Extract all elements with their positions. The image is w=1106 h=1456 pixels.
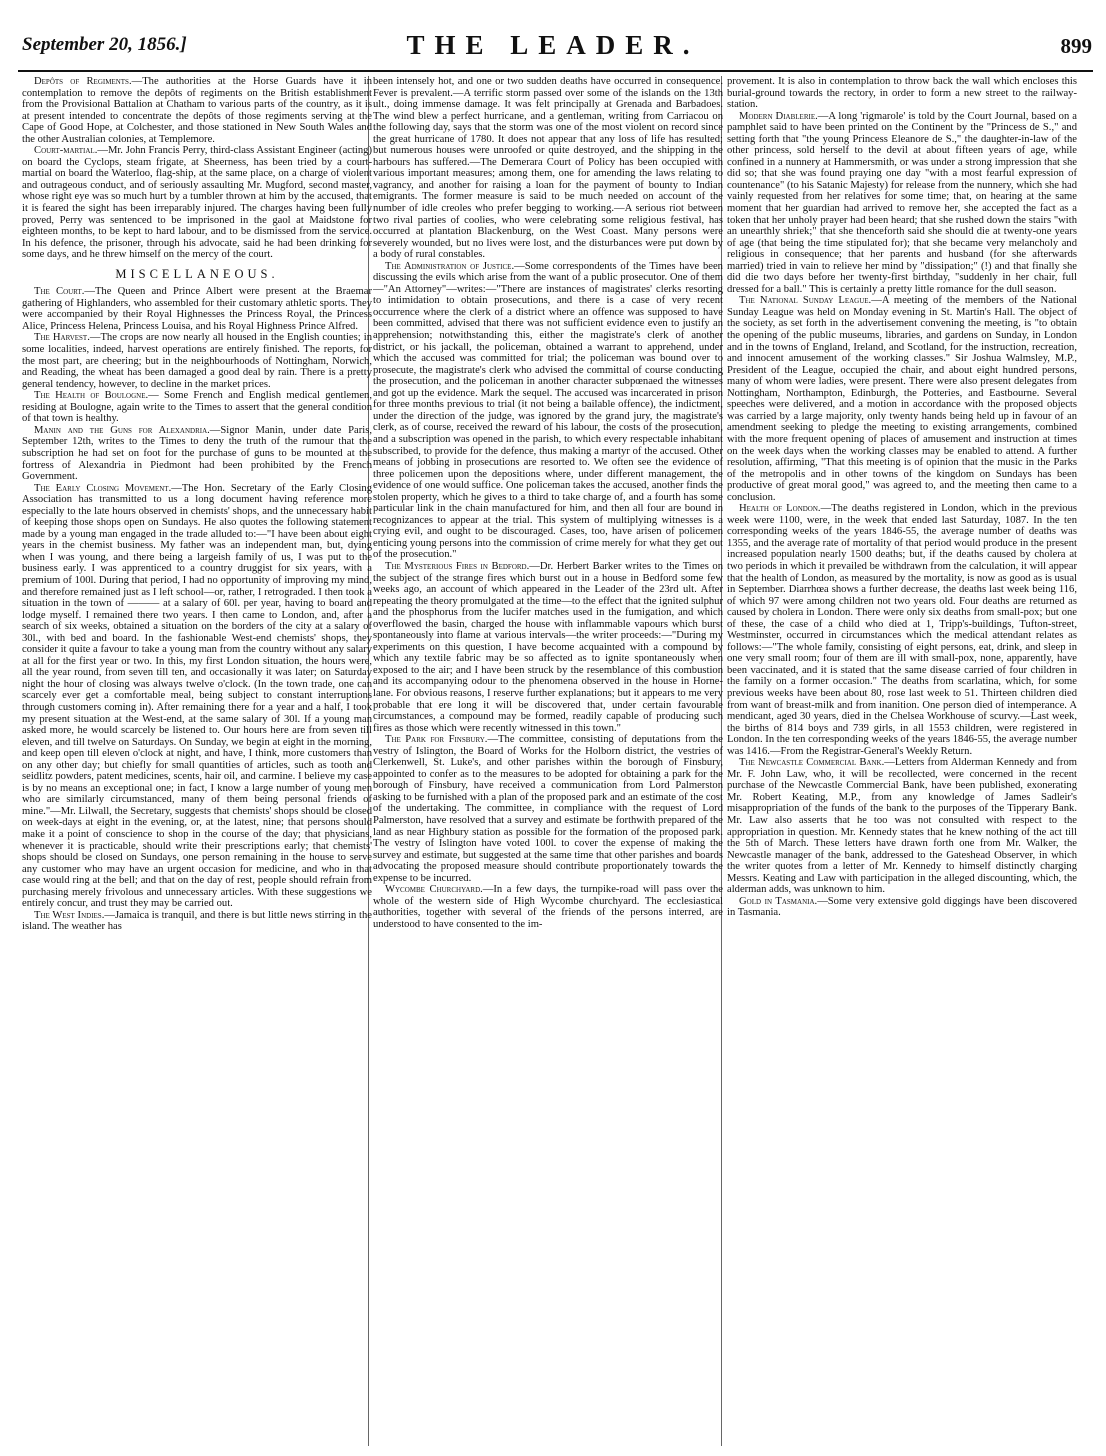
article-paragraph xyxy=(22,332,372,390)
article-paragraph xyxy=(373,561,723,734)
masthead-title: THE LEADER. xyxy=(406,30,700,60)
article-paragraph xyxy=(22,390,372,425)
article-paragraph xyxy=(373,261,723,561)
article-heading: Depôts of Regiments. xyxy=(34,76,132,87)
article-paragraph xyxy=(727,503,1077,757)
article-text: been intensely hot, and one or two sudden deaths have occurred in consequence. Fever is prevalent.—A terrific storm passed over some of the islands on the 13th ult., doing immense damage. It was felt principally at Grenada and Barbadoes. The wind blew a perfect hurricane, and a gentleman, writing from Carriacou on the following day, says that the storm was one of the most violent on record since the great hurricane of 1780. It does not appear that any loss of life has resulted; but numerous houses were unroofed or quite destroyed, and the shipping in the harbours has suffered.—The Demerara Court of Policy has been occupied with various important measures; among them, one for amending the laws relating to vagrancy, and another for raising a loan for the payment of bounty to Indian emigrants. The former measure is said to be much needed on account of the number of idle creoles who prefer begging to working.—A serious riot between two rival parties of coolies, who were celebrating some religious festival, has occurred at plantation Blackenburg, on the West Coast. Many persons were severely wounded, but no lives were lost, and the disturbances were put down by a body of rural constables. xyxy=(373,76,723,261)
article-heading: The West Indies. xyxy=(34,909,105,921)
page-number: 899 xyxy=(1060,34,1092,58)
article-paragraph xyxy=(727,295,1077,503)
column-3 xyxy=(727,76,1077,1446)
article-paragraph xyxy=(727,111,1077,296)
article-heading: The National Sunday League. xyxy=(739,295,872,307)
article-text: —Dr. Herbert Barker writes to the Times on the subject of the strange fires which burst out in a house in Bedford some few weeks ago, an account of which appeared in the Leader of the 23rd ult. After repeating the theory promulgated at the time—to the effect that the ignited sulphur and the phosphorus from the lucifer matches used in the fumigation, and which overflowed the basin, charged the house with inflammable vapours which burst spontaneously into flame at various intervals—the writer proceeds:—"During my experiments on this question, I have become acquainted with a compound by which any textile fabric may be so affected as to ignite spontaneously when exposed to the air; and I have been struck by the resemblance of this combustion and its accompanying odour to the phenomena observed in the house in Horne-lane. For obvious reasons, I reserve further explanations; but it appears to me very probable that ere long it will be discovered that, under certain favourable circumstances, a compound may be formed, readily capable of producing such fires as those which were recently witnessed in this town." xyxy=(373,560,723,734)
article-text: —Letters from Alderman Kennedy and from Mr. F. John Law, who, it will be recollected, were concerned in the recent purchase of the Newcastle Commercial Bank, have been published, exonerating Mr. Robert Keating, M.P., from any knowledge of James Sadleir's misappropriation of the funds of the bank to the purposes of the Tipperary Bank. Mr. Law also asserts that he too was not consulted with respect to the appropriation in question. Mr. Kennedy states that he knew nothing of the act till the 5th of March. These letters have drawn forth one from Mr. Walker, the Newcastle manager of the bank, addressed to the Gateshead Observer, in which the writer quotes from a letter of Mr. Kennedy to himself distinctly charging Messrs. Keating and Law with participation in the alleged discounting, which, the alderman adds, was unknown to him. xyxy=(727,757,1077,896)
article-text: — Some French and English medical gentlemen, residing at Boulogne, again write to the Times to assert that the general condition of that town is healthy. xyxy=(22,390,372,425)
article-text: —The deaths registered in London, which in the previous week were 1100, were, in the week that ended last Saturday, 1087. In the ten corresponding weeks of the years 1846-55, the average number of deaths was 1355, and the average rate of mortality of that period would produce in the present increased population nearly 1500 deaths; but, if the deaths caused by cholera at two periods in which it prevailed be withdrawn from the calculation, it will appear that the health of London, as measured by the mortality, is now as good as is usual in September. Diarrhœa shows a further decrease, the deaths last week being 116, of which 97 were among children not two years old. Four deaths are returned as caused by cholera in London. There were only six deaths from small-pox; but one of these, the case of a child who died at 1, Tripp's-buildings, Tufton-street, Westminster, occurred in circumstances which the medical attendant relates as follows:—"The whole family, consisting of eight persons, eat, drink, and sleep in one very small room; four of them are ill with small-pox, none, apparently, have been vaccinated, and it is stated that the same disease carried of four children in the family on a former occasion." The deaths from scarlatina, which, for some previous weeks have been about 80, rose last week to 51. Thirteen children died from want of breast-milk and from inanition. One person died of intemperance. A mendicant, aged 30 years, died in the Chelsea Workhouse of scurvy.—Last week, the births of 814 boys and 739 girls, in all 1553 children, were registered in London. In the ten corresponding weeks of the years 1846-55, the average number was 1416.—From the Registrar-General's Weekly Return. xyxy=(727,503,1077,757)
section-heading: MISCELLANEOUS. xyxy=(115,266,279,281)
article-heading: The Health of Boulogne. xyxy=(34,390,149,402)
article-heading: The Harvest. xyxy=(34,332,90,344)
article-text: —A long 'rigmarole' is told by the Court Journal, based on a pamphlet said to have been printed on the Continent by the "Princess de S.," and setting forth that "the young Princess Eleanore de S.," the daughter-in-law of the other princess, sold herself to the devil at about fifteen years of age, while confined in a nunnery at Hammersmith, or was under a strong impression that she did so; that she was found praying one day "with a most fearful expression of countenance" (to his Satanic Majesty) for release from the nunnery, which she had vainly requested from her relatives for some time; that, on hearing at the same moment that her guardian had arrived to remove her, she accepted the fact as a token that her unholy prayer had been heard; that she rushed down the stairs "with an unearthly shriek;" that she thenceforth said she should die at twenty-one years of age (that being the time stipulated for); that she became very melancholy and religious in consequence; that her parents and husband (for she afterwards married) tried in vain to relieve her mind by "dissipation;" (!) and that finally she did die two days before her twenty-first birthday, "suddenly in her chair, full dressed for a ball." This is certainly a pretty little romance for the dull season. xyxy=(727,110,1077,295)
article-text: —A meeting of the members of the National Sunday League was held on Monday evening in St. Martin's Hall. The object of the society, as set forth in the advertisement convening the meeting, is "to obtain the opening of the public museums, libraries, and gardens on Sunday, in London and in the towns of England, Ireland, and Scotland, for the instruction, recreation, and innocent amusement of the working classes." Sir Joshua Walmsley, M.P., President of the League, occupied the chair, and about eight hundred persons, many of whom were ladies, were present. There were also present delegates from Nottingham, Northampton, Edinburgh, the Potteries, and Eastbourne. Several speeches were delivered, and a motion in accordance with the proposed objects was carried by a large majority, only twenty hands being held up in favour of an amendment seeking to pledge the meeting to existing arrangements, combined with the more frequent opening of places of amusement and instruction at times on the week days when the working classes may be enabled to attend. A further resolution, affirming, "That this meeting is of opinion that the music in the Parks of the metropolis and in other towns of the kingdom on Sundays has been productive of great moral good," was agreed to, and the meeting then came to a conclusion. xyxy=(727,295,1077,503)
article-text: —In a few days, the turnpike-road will pass over the whole of the western side of High Wycombe churchyard. The ecclesiastical authorities, together with several of the friends of the persons interred, are understood to have consented to the im- xyxy=(373,884,723,930)
column-2 xyxy=(373,76,723,1446)
article-text: —The crops are now nearly all housed in the English counties; in some localities, indeed, harvest operations are entirely finished. The reports, for the most part, are cheering; but in the neighbourhoods of Nottingham, Norwich, and Reading, the wheat has been damaged a good deal by rain. There is a pretty general tendency, however, to decline in the market prices. xyxy=(22,332,372,390)
article-heading: The Court. xyxy=(34,286,85,298)
article-heading: The Administration of Justice. xyxy=(385,260,515,272)
article-paragraph xyxy=(22,145,372,260)
article-paragraph xyxy=(727,76,1077,111)
article-paragraph xyxy=(727,896,1077,919)
article-heading: The Park for Finsbury. xyxy=(385,734,488,746)
article-heading: The Mysterious Fires in Bedford. xyxy=(385,560,530,572)
article-text: —Some correspondents of the Times have been discussing the evils which arise from the want of a public prosecutor. One of them —"An Attorney"—writes:—"There are instances of magistrates' clerks resorting to intimidation to obtain prosecutions, and there is a case of very recent occurrence where the clerk of a district where an offence was supposed to have been committed, advised that there was not sufficient evidence even to justify an apprehension; notwithstanding this, either the magistrate's clerk of another district, or his jackall, the policeman, obtained a warrant to apprehend, under which the accused was committed for trial; the policeman was bound over to prosecute, the magistrate's clerk who advised the committal of course conducting the prosecution, and the policeman in another character subpœnaed the witnesses and got up the evidence. Mark the sequel. The accused was incarcerated in prison for three months previous to trial (it not being a bailable offence), the indictment, under the direction of the judge, was ignored by the grand jury, the magistrate's clerk, as of course, received the reward of his labour, the costs of the prosecution, and a subscription was opened in the parish, to which every respectable inhabitant subscribed, to provide for the defence, thus making a martyr of the accused. Other means of jobbing in prosecutions are resorted to. We often see the evidence of three policemen upon the depositions where, under different management, the evidence of one would suffice. One policeman takes the accused, another finds the stolen property, which he gives to a third to take charge of, and a fourth has some particular link in the chain manufactured for him, and then all four are bound in recognizances to appear at the trial. This system of multiplying witnesses is a crying evil, and ought to be discouraged. Cases, too, have arisen of policemen enticing young persons into the commission of crime merely for what they get out of the prosecution." xyxy=(373,260,723,561)
article-paragraph xyxy=(373,734,723,884)
article-text: —Jamaica is tranquil, and there is but little news stirring in the island. The weather has xyxy=(22,909,372,933)
article-text: —Some very extensive gold diggings have been discovered in Tasmania. xyxy=(727,895,1077,919)
article-heading: Wycombe Churchyard. xyxy=(385,884,483,896)
article-paragraph xyxy=(373,76,723,261)
article-paragraph xyxy=(373,884,723,930)
issue-date: September 20, 1856.] xyxy=(22,34,187,55)
article-text: provement. It is also in contemplation to throw back the wall which encloses this burial-ground towards the rectory, in order to form a new street to the railway-station. xyxy=(727,76,1077,111)
article-heading: Court-martial. xyxy=(34,145,98,157)
article-heading: Health of London. xyxy=(739,503,821,515)
article-text: —Mr. John Francis Perry, third-class Assistant Engineer (acting) on board the Cyclops, steam frigate, at Sheerness, has been tried by a court-martial on board the Waterloo, flag-ship, at the same place, on a charge of violent and outrageous conduct, and of seriously assaulting Mr. Mugford, second master, whose right eye was so much hurt by a tumbler thrown at him by the accused, that it is feared the sight has been irreparably injured. The charges having been fully proved, Perry was sentenced to be imprisoned in the gaol at Maidstone for eighteen months, to be kept to hard labour, and to be dismissed from the service. In his defence, the prisoner, through his advocate, said he had been drinking for some days, and he threw himself on the mercy of the court. xyxy=(22,145,372,261)
header-rule xyxy=(18,70,1093,72)
page-header xyxy=(0,30,1106,70)
article-text: —Signor Manin, under date Paris, September 12th, writes to the Times to deny the truth of the rumour that the subscription he had set on foot for the purchase of guns to be mounted at the fortress of Alexandria in Piedmont had been prohibited by the French Government. xyxy=(22,424,372,483)
article-heading: The Early Closing Movement. xyxy=(34,482,172,494)
article-text: —The committee, consisting of deputations from the vestry of Islington, the Board of Works for the Holborn district, the vestries of Clerkenwell, St. Luke's, and other parishes within the borough of Finsbury, appointed to confer as to the measures to be adopted for obtaining a park for the borough of Finsbury, have received a communication from Lord Palmerston asking to be furnished with a plan of the proposed park and an estimate of the cost of the undertaking. The committee, in compliance with the request of Lord Palmerston, have resolved that a survey and estimate be forthwith prepared of the land as near Highbury station as possible for the formation of the proposed park. The vestry of Islington have voted 100l. to cover the expense of making the survey and estimate, but suggested at the same time that other parishes and boards advocating the proposed measure should contribute proportionately towards the expense to be incurred. xyxy=(373,734,723,884)
article-text: —The Queen and Prince Albert were present at the Braemar gathering of Highlanders, who assembled for their customary athletic sports. They were accompanied by their Royal Highnesses the Princess Royal, the Princess Alice, Princess Helena, Princess Louisa, and his Royal Highness Prince Alfred. xyxy=(22,286,372,332)
article-paragraph xyxy=(22,76,372,145)
article-paragraph xyxy=(22,286,372,332)
article-paragraph xyxy=(22,425,372,483)
article-paragraph xyxy=(22,483,372,910)
article-heading: Gold in Tasmania. xyxy=(739,895,818,907)
article-heading: Manin and the Guns for Alexandria. xyxy=(34,424,210,436)
article-heading: Modern Diablerie. xyxy=(739,110,818,122)
article-paragraph xyxy=(727,757,1077,896)
article-heading: The Newcastle Commercial Bank. xyxy=(739,757,885,769)
column-1 xyxy=(22,76,372,1446)
article-paragraph xyxy=(22,910,372,933)
article-text: —The authorities at the Horse Guards have it in contemplation to remove the depôts of regiments on the British establishment from the Provisional Battalion at Chatham to various parts of the country, as it is at present intended to concentrate the depôts of those regiments serving at the Cape of Good Hope, at Colchester, and those stationed in New South Wales and the other Australian colonies, at Templemore. xyxy=(22,76,372,145)
article-text: —The Hon. Secretary of the Early Closing Association has transmitted to us a long document having reference more especially to the late hours observed in chemists' shops, and the unnecessary habit of keeping those shops open on Sundays. He also quotes the following statement made by a young man engaged in the trade alluded to:—"I have been about eight years in the chemist business. My father was an independent man, but, dying when I was young, and there being a largeish family of us, I was put to the business early. I was apprenticed to a country druggist for six years, with a premium of 100l. During that period, I had no opportunity of improving my mind, and therefore remained just as I left school—or, rather, I retrograded. I then took a situation in the town of ——— at a salary of 60l. per year, having to board and lodge myself. I remained there two years. I then came to London, and, after a search of six weeks, obtained a situation on the borders of the city at a salary of 30l., with bed and board. In the fashionable West-end chemists' shops, they consider it quite a favour to take a young man from the country without any salary at all for the first year or two. In this, my first London situation, the hours were, all the year round, from seven till ten, and occasionally it was later; on Saturday night the hour of closing was always twelve o'clock. (In the town trade, one can scarcely ever get a comfortable meal, being subject to constant interruptions through customers coming in). After remaining there for a year and a half, I took my present situation at the West-end, at the same salary of 30l. If a young man asked more, he would scarcely be listened to. Our hours here are from seven till eleven, and till twelve on Saturdays. On Sunday, we begin at eight in the morning, and keep open till eleven o'clock at night, and have, I think, more customers than on any other day; but chiefly for small quantities of articles, such as tooth and seidlitz powders, patent medicines, scents, hair oil, and carmine. I believe my case is by no means an exceptional one; in fact, I know a large number of young men who are similarly circumstanced, many of them being personal friends of mine."—Mr. Lilwall, the Secretary, suggests that chemists' shops should be closed on week-days at eight in the evening, or, at the latest, nine; that persons should make it a point of conscience to shop in the course of the day; that physicians, whenever it is practicable, should write their prescriptions early; that chemists' shops should be closed on Sundays, one person remaining in the house to serve any customer who may have an urgent occasion for medicine, and who in that case would ring at the bell; and that on the day of rest, people should refrain from purchasing merely frivolous and unnecessary articles. With these suggestions we entirely concur, and trust they may be carried out. xyxy=(22,482,372,910)
